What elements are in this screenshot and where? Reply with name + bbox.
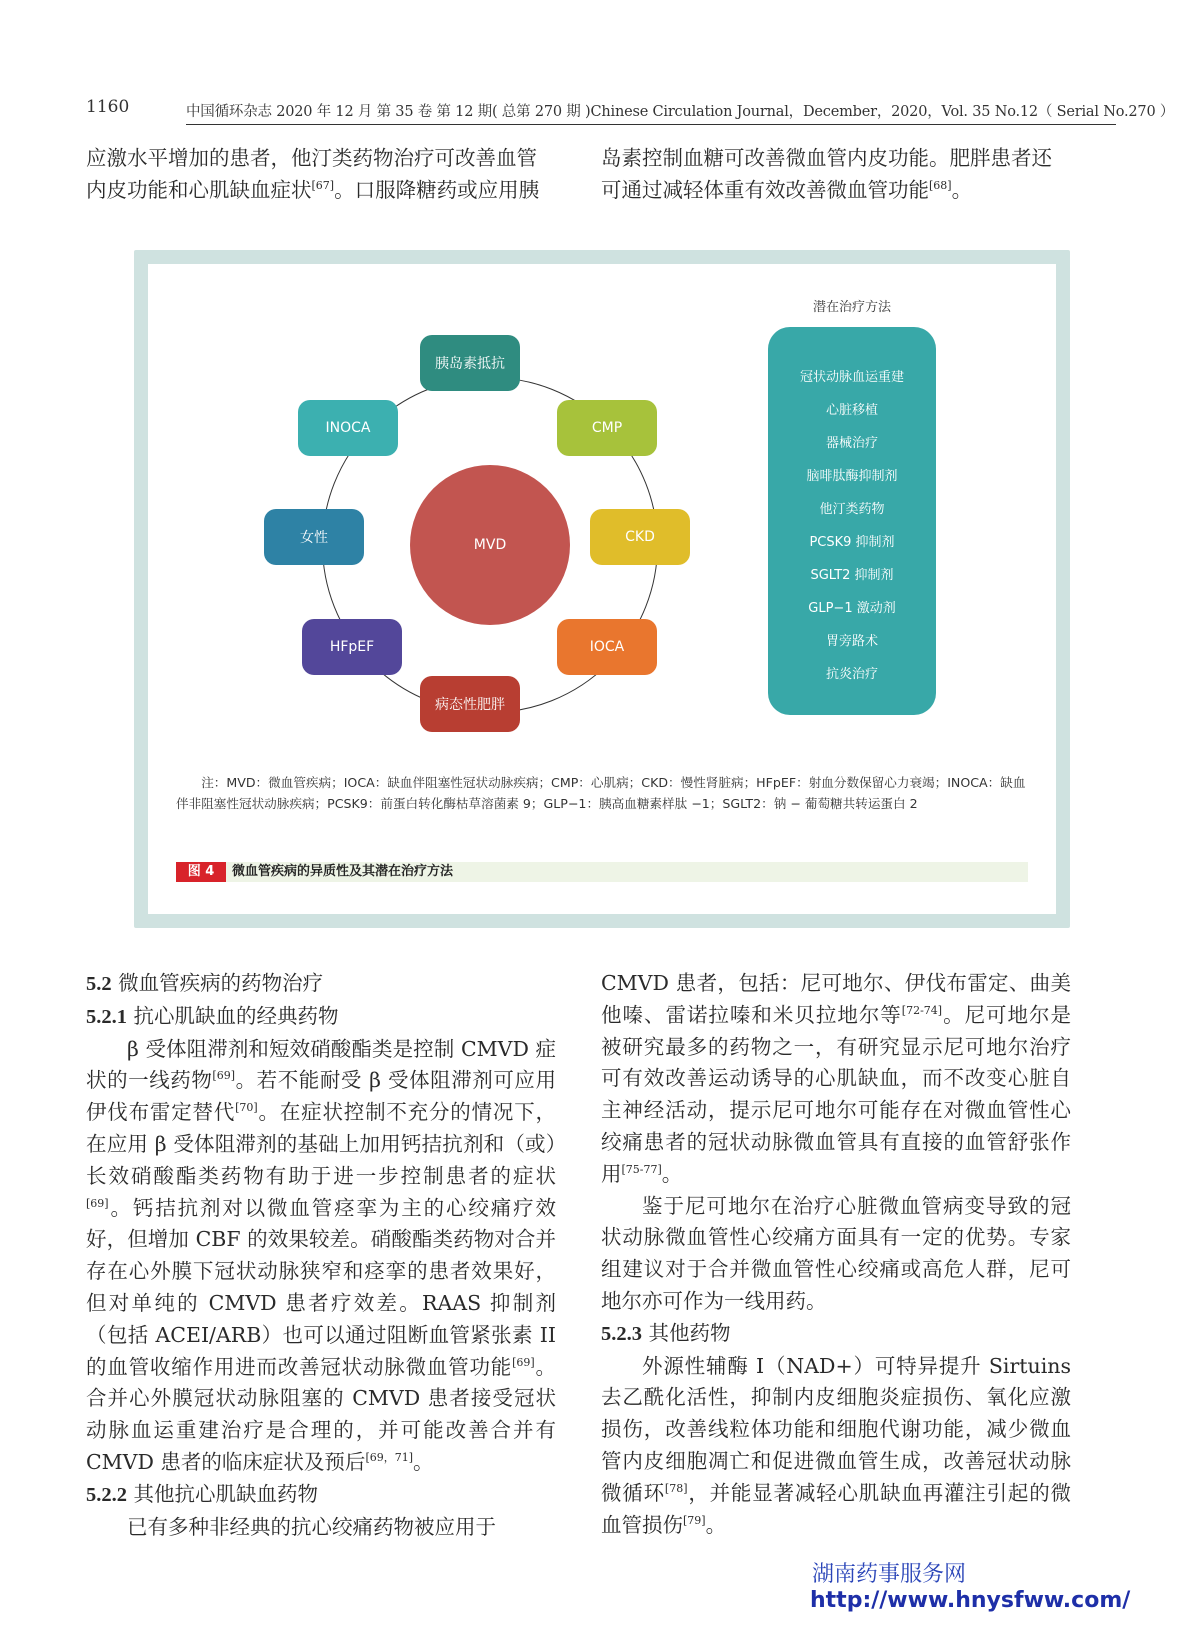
mvd-center-node: MVD [410, 465, 570, 625]
node-hfpef: HFpEF [302, 619, 402, 675]
citation[interactable]: [75-77] [621, 1162, 662, 1176]
node-ckd: CKD [590, 509, 690, 565]
citation[interactable]: [69] [512, 1355, 535, 1369]
citation[interactable]: [67] [311, 178, 335, 192]
section-heading-5-2: 5.2 微血管疾病的药物治疗 [86, 971, 324, 995]
node-insulin-resistance: 胰岛素抵抗 [420, 335, 520, 391]
paragraph: 外源性辅酶 I（NAD+）可特异提升 Sirtuins 去乙酰化活性，抑制内皮细胞炎症损伤、氧化应激损伤，改善线粒体功能和细胞代谢功能，减少微血管内皮细胞凋亡和促进微血管生成，改善冠状动脉微循环[78]，并能显著减轻心肌缺血再灌注引起的微血管损伤[79]。 [601, 1353, 1072, 1537]
citation[interactable]: [68] [929, 178, 952, 192]
right-column [601, 968, 1071, 1541]
node-morbid-obesity: 病态性肥胖 [420, 676, 520, 732]
section-heading-5-2-2: 5.2.2 其他抗心肌缺血药物 [86, 1481, 319, 1506]
citation[interactable]: [78] [664, 1481, 688, 1495]
figure-note: 注：MVD：微血管疾病；IOCA：缺血伴阻塞性冠状动脉疾病；CMP：心肌病；CKD：慢性肾脏病；HFpEF：射血分数保留心力衰竭；INOCA：缺血伴非阻塞性冠状动脉疾病；PCSK9：前蛋白转化酶枯草溶菌素 9；GLP−1：胰高血糖素样肽 −1；SGLT2：钠 − 葡萄糖共转运蛋白 2 [176, 775, 1026, 811]
therapy-item: 冠状动脉血运重建 [799, 370, 904, 385]
top-left-text: 应激水平增加的患者，他汀类药物治疗可改善血管 内皮功能和心肌缺血症状[67]。口服降糖药或应用胰 [86, 146, 540, 202]
paragraph: 已有多种非经典的抗心绞痛药物被应用于 [127, 1514, 496, 1539]
citation[interactable]: [72-74] [901, 1003, 943, 1017]
paragraph: CMVD 患者，包括：尼可地尔、伊伐布雷定、曲美他嗪、雷诺拉嗪和米贝拉地尔等[72-74]。尼可地尔是被研究最多的药物之一，有研究显示尼可地尔治疗可有效改善运动诱导的心肌缺血，而不改变心脏自主神经活动，提示尼可地尔可能存在对微血管性心绞痛患者的冠状动脉微血管具有直接的血管舒张作用[75-77]。 [601, 971, 1072, 1186]
node-cmp: CMP [557, 400, 657, 456]
section-heading-5-2-3: 5.2.3 其他药物 [601, 1320, 731, 1345]
node-female: 女性 [264, 509, 364, 565]
therapy-item: 器械治疗 [825, 436, 878, 451]
citation[interactable]: [69] [86, 1196, 109, 1210]
page-number: 1160 [86, 97, 130, 117]
citation[interactable]: [69] [212, 1069, 236, 1083]
therapy-item: 抗炎治疗 [825, 667, 878, 682]
therapy-item: 脑啡肽酶抑制剂 [806, 469, 898, 484]
section-heading-5-2-1: 5.2.1 抗心肌缺血的经典药物 [86, 1003, 339, 1028]
therapy-item: 胃旁路术 [825, 634, 878, 649]
node-ioca: IOCA [557, 619, 657, 675]
therapy-item: 心脏移植 [825, 403, 878, 418]
citation[interactable]: [70] [235, 1101, 258, 1115]
running-header: 中国循环杂志 2020 年 12 月 第 35 卷 第 12 期( 总第 270 期 )Chinese Circulation Journal，December，2020，Vol. 35 No.12（ Serial No.270 ） [186, 100, 1116, 125]
node-inoca: INOCA [298, 400, 398, 456]
paragraph: β 受体阻滞剂和短效硝酸酯类是控制 CMVD 症状的一线药物[69]。若不能耐受 β 受体阻滞剂可应用伊伐布雷定替代[70]。在症状控制不充分的情况下，在应用 β 受体阻滞剂的基础上加用钙拮抗剂和（或）长效硝酸酯类药物有助于进一步控制患者的症状[69]。钙拮抗剂对以微血管痉挛为主的心绞痛疗效好，但增加 CBF 的效果较差。硝酸酯类药物对合并存在心外膜下冠状动脉狭窄和痉挛的患者效果好，但对单纯的 CMVD 患者疗效差。RAAS 抑制剂（包括 ACEI/ARB）也可以通过阻断血管紧张素 II 的血管收缩作用进而改善冠状动脉微血管功能[69]。合并心外膜冠状动脉阻塞的 CMVD 患者接受冠状动脉血运重建治疗是合理的，并可能改善合并有 CMVD 患者的临床症状及预后[69，71]。 [86, 1036, 557, 1474]
citation[interactable]: [69，71] [365, 1450, 414, 1464]
therapy-item: 他汀类药物 [819, 502, 885, 517]
paragraph: 鉴于尼可地尔在治疗心脏微血管病变导致的冠状动脉微血管性心绞痛方面具有一定的优势。专家组建议对于合并微血管性心绞痛或高危人群，尼可地尔亦可作为一线用药。 [601, 1193, 1071, 1313]
therapy-item: GLP−1 激动剂 [808, 601, 896, 616]
watermark-url[interactable]: http://www.hnysfww.com/ [810, 1588, 1131, 1613]
watermark-name: 湖南药事服务网 [812, 1562, 967, 1587]
figure-caption: 微血管疾病的异质性及其潜在治疗方法 [232, 864, 454, 879]
figure-label: 图 4 [176, 862, 226, 882]
left-column [86, 968, 556, 1543]
citation[interactable]: [79] [683, 1513, 706, 1527]
therapy-item: PCSK9 抑制剂 [809, 535, 895, 550]
top-right-text: 岛素控制血糖可改善微血管内皮功能。肥胖患者还 可通过减轻体重有效改善微血管功能[68]。 [601, 146, 1052, 202]
therapy-title: 潜在治疗方法 [812, 300, 891, 315]
therapy-item: SGLT2 抑制剂 [810, 568, 894, 583]
therapy-list-box [768, 327, 936, 715]
